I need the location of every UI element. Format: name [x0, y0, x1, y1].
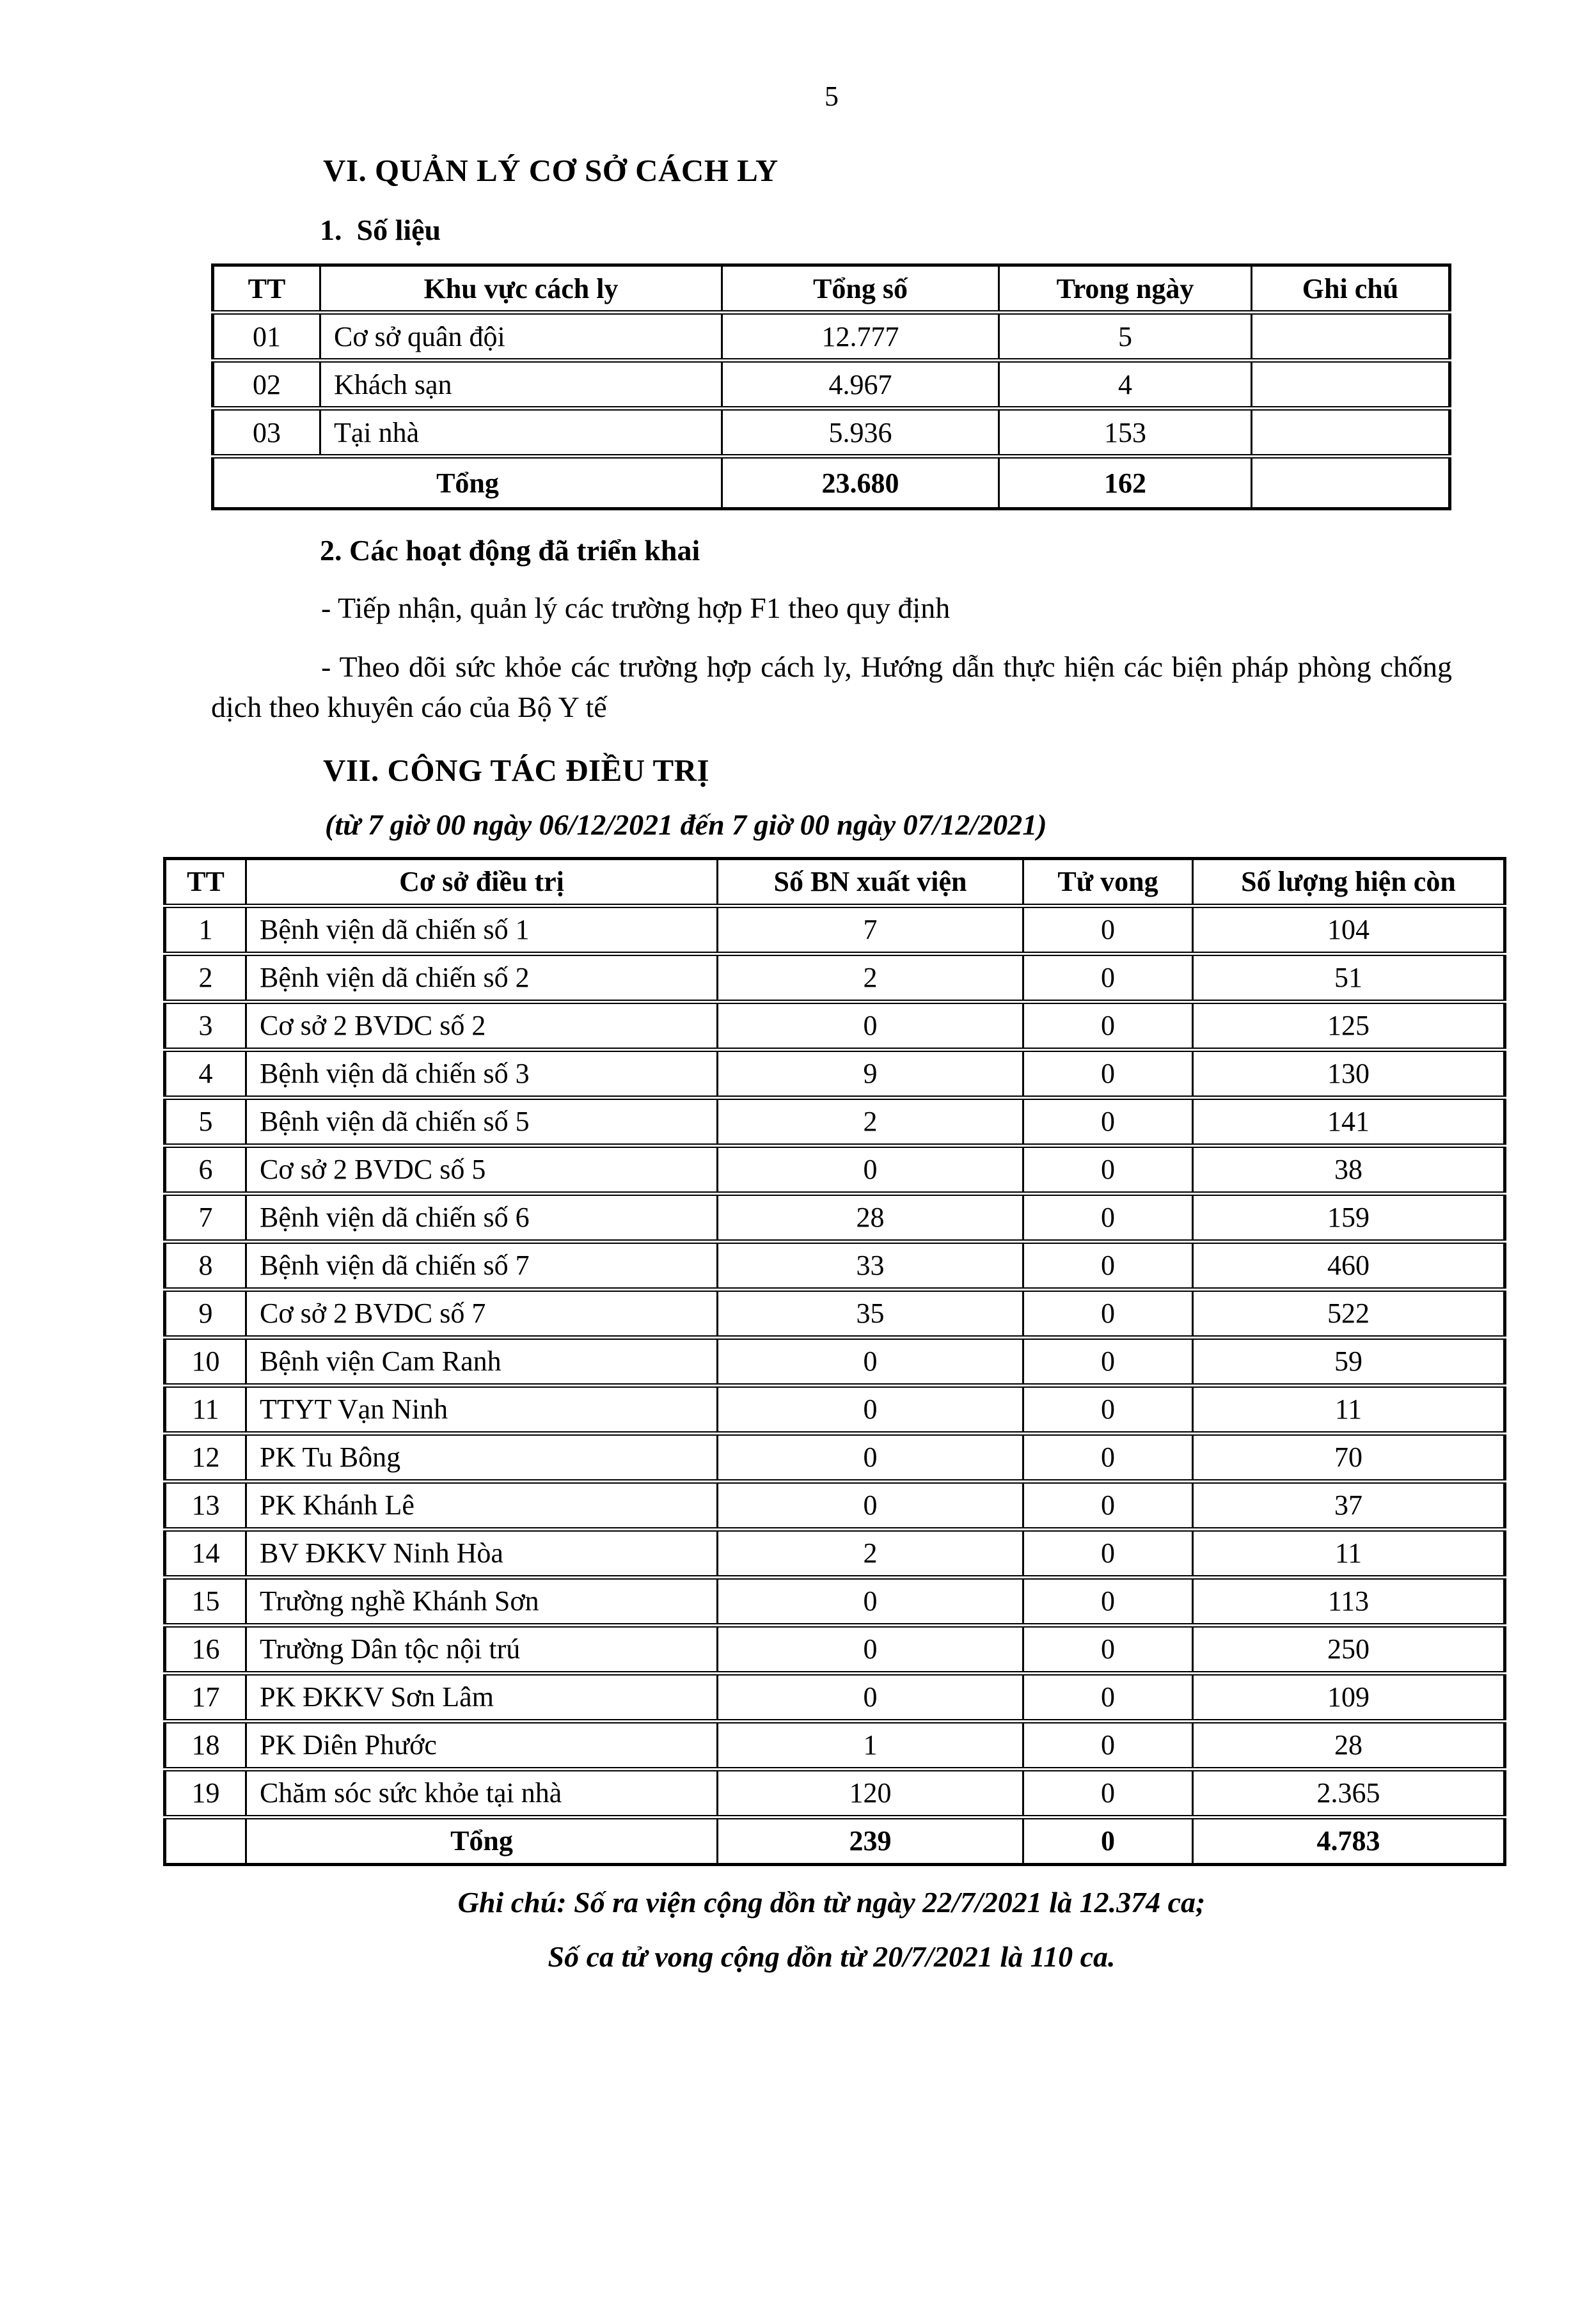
row-value-cell: 1: [718, 1721, 1023, 1769]
note-deaths-cumulative: Số ca tử vong cộng dồn từ 20/7/2021 là 110 ca.: [548, 1940, 1116, 1973]
row-value-cell: 5: [999, 313, 1252, 361]
table-row: [165, 1529, 1505, 1577]
table-row: [165, 1049, 1505, 1097]
table-row: [165, 1769, 1505, 1817]
row-value-cell: 18: [165, 1721, 246, 1769]
table-row: [213, 313, 1450, 361]
treatment-total-row: [165, 1817, 1505, 1864]
table-row: [165, 1385, 1505, 1433]
row-value-cell: 125: [1193, 1001, 1505, 1049]
column-header: Ghi chú: [1252, 265, 1450, 313]
row-name-cell: Cơ sở quân đội: [320, 313, 722, 361]
row-value-cell: 0: [718, 1001, 1023, 1049]
row-value-cell: 153: [999, 409, 1252, 457]
row-value-cell: 159: [1193, 1193, 1505, 1241]
row-name-cell: Khách sạn: [320, 361, 722, 409]
column-header: Cơ sở điều trị: [246, 858, 718, 906]
table-row: [165, 1625, 1505, 1673]
total-tu-vong: 0: [1023, 1817, 1193, 1864]
row-name-cell: Bệnh viện dã chiến số 6: [246, 1193, 718, 1241]
row-value-cell: 2: [718, 1097, 1023, 1145]
row-value-cell: 5.936: [722, 409, 999, 457]
section-vii-subtitle: (từ 7 giờ 00 ngày 06/12/2021 đến 7 giờ 00 ngày 07/12/2021): [325, 808, 1047, 841]
row-value-cell: [1252, 409, 1450, 457]
row-value-cell: 0: [1023, 1337, 1193, 1385]
note-discharged-cumulative: Ghi chú: Số ra viện cộng dồn từ ngày 22/7/2021 là 12.374 ca;: [457, 1885, 1206, 1919]
total-tt-cell: [165, 1817, 246, 1864]
row-name-cell: Trường Dân tộc nội trú: [246, 1625, 718, 1673]
row-value-cell: 51: [1193, 954, 1505, 1001]
column-header: TT: [213, 265, 320, 313]
row-value-cell: 0: [718, 1433, 1023, 1481]
row-value-cell: 0: [1023, 1097, 1193, 1145]
row-value-cell: 0: [718, 1673, 1023, 1721]
row-value-cell: 13: [165, 1481, 246, 1529]
total-tong-so: 23.680: [722, 457, 999, 509]
row-value-cell: 0: [718, 1337, 1023, 1385]
column-header: TT: [165, 858, 246, 906]
row-value-cell: 33: [718, 1241, 1023, 1289]
table-row: [165, 1289, 1505, 1337]
row-value-cell: 2: [165, 954, 246, 1001]
table-row: [165, 1097, 1505, 1145]
row-value-cell: 3: [165, 1001, 246, 1049]
table-row: [165, 1481, 1505, 1529]
column-header: Tử vong: [1023, 858, 1193, 906]
row-value-cell: 9: [718, 1049, 1023, 1097]
row-name-cell: Bệnh viện Cam Ranh: [246, 1337, 718, 1385]
row-value-cell: 16: [165, 1625, 246, 1673]
section-vi-sub2-heading: 2. Các hoạt động đã triển khai: [320, 534, 700, 567]
row-value-cell: 0: [1023, 1289, 1193, 1337]
row-value-cell: [1252, 361, 1450, 409]
activity-bullet-2: - Theo dõi sức khỏe các trường hợp cách ly, Hướng dẫn thực hiện các biện pháp phòng chống dịch theo khuyên cáo của Bộ Y tế: [211, 650, 1452, 724]
row-name-cell: BV ĐKKV Ninh Hòa: [246, 1529, 718, 1577]
row-value-cell: 5: [165, 1097, 246, 1145]
treatment-table: [163, 857, 1506, 1866]
row-value-cell: 2.365: [1193, 1769, 1505, 1817]
row-value-cell: 2: [718, 954, 1023, 1001]
row-value-cell: 0: [1023, 1721, 1193, 1769]
row-name-cell: TTYT Vạn Ninh: [246, 1385, 718, 1433]
row-value-cell: 12: [165, 1433, 246, 1481]
table-header-row: [213, 265, 1450, 313]
section-vi-sub1-heading: 1. Số liệu: [320, 214, 441, 246]
row-value-cell: 0: [1023, 954, 1193, 1001]
row-value-cell: 7: [165, 1193, 246, 1241]
table-row: [165, 954, 1505, 1001]
section-vi-heading: VI. QUẢN LÝ CƠ SỞ CÁCH LY: [323, 153, 778, 188]
quarantine-table-header: [213, 265, 1450, 313]
row-value-cell: 6: [165, 1145, 246, 1193]
table-row: [165, 1673, 1505, 1721]
row-name-cell: Bệnh viện dã chiến số 3: [246, 1049, 718, 1097]
row-value-cell: 19: [165, 1769, 246, 1817]
row-value-cell: 0: [718, 1577, 1023, 1625]
row-value-cell: 9: [165, 1289, 246, 1337]
row-value-cell: 120: [718, 1769, 1023, 1817]
row-name-cell: Cơ sở 2 BVDC số 2: [246, 1001, 718, 1049]
row-value-cell: 0: [1023, 1145, 1193, 1193]
row-name-cell: Bệnh viện dã chiến số 7: [246, 1241, 718, 1289]
row-value-cell: 37: [1193, 1481, 1505, 1529]
row-value-cell: 17: [165, 1673, 246, 1721]
row-value-cell: 15: [165, 1577, 246, 1625]
row-value-cell: 38: [1193, 1145, 1505, 1193]
row-value-cell: 4: [999, 361, 1252, 409]
row-value-cell: 10: [165, 1337, 246, 1385]
row-value-cell: 11: [1193, 1385, 1505, 1433]
row-value-cell: 12.777: [722, 313, 999, 361]
row-value-cell: 0: [1023, 1241, 1193, 1289]
row-value-cell: 0: [1023, 1481, 1193, 1529]
row-name-cell: PK ĐKKV Sơn Lâm: [246, 1673, 718, 1721]
row-name-cell: Cơ sở 2 BVDC số 5: [246, 1145, 718, 1193]
row-value-cell: 11: [1193, 1529, 1505, 1577]
row-value-cell: 03: [213, 409, 320, 457]
row-name-cell: Tại nhà: [320, 409, 722, 457]
row-value-cell: 0: [1023, 906, 1193, 954]
quarantine-table: [211, 263, 1451, 510]
column-header: Trong ngày: [999, 265, 1252, 313]
row-name-cell: PK Tu Bông: [246, 1433, 718, 1481]
quarantine-total-row: [213, 457, 1450, 509]
row-value-cell: 0: [1023, 1529, 1193, 1577]
table-header-row: [165, 858, 1505, 906]
table-row: [165, 1145, 1505, 1193]
row-name-cell: Bệnh viện dã chiến số 5: [246, 1097, 718, 1145]
row-value-cell: 113: [1193, 1577, 1505, 1625]
treatment-table-header: [165, 858, 1505, 906]
row-value-cell: 0: [1023, 1625, 1193, 1673]
column-header: Khu vực cách ly: [320, 265, 722, 313]
row-value-cell: 0: [1023, 1577, 1193, 1625]
row-value-cell: 109: [1193, 1673, 1505, 1721]
row-value-cell: 522: [1193, 1289, 1505, 1337]
row-name-cell: Cơ sở 2 BVDC số 7: [246, 1289, 718, 1337]
row-value-cell: 4.967: [722, 361, 999, 409]
row-value-cell: 35: [718, 1289, 1023, 1337]
total-xuat-vien: 239: [718, 1817, 1023, 1864]
total-label: Tổng: [246, 1817, 718, 1864]
total-ghi-chu: [1252, 457, 1450, 509]
row-value-cell: 11: [165, 1385, 246, 1433]
row-value-cell: 28: [718, 1193, 1023, 1241]
row-value-cell: 0: [1023, 1001, 1193, 1049]
row-name-cell: Bệnh viện dã chiến số 1: [246, 906, 718, 954]
total-hien-con: 4.783: [1193, 1817, 1505, 1864]
total-label: Tổng: [213, 457, 722, 509]
row-value-cell: 0: [1023, 1769, 1193, 1817]
row-value-cell: 2: [718, 1529, 1023, 1577]
table-row: [165, 1433, 1505, 1481]
row-name-cell: PK Diên Phước: [246, 1721, 718, 1769]
row-value-cell: 0: [718, 1481, 1023, 1529]
row-value-cell: 0: [1023, 1049, 1193, 1097]
row-name-cell: Bệnh viện dã chiến số 2: [246, 954, 718, 1001]
table-row: [165, 1337, 1505, 1385]
section-vii-heading: VII. CÔNG TÁC ĐIỀU TRỊ: [323, 752, 710, 788]
row-value-cell: 250: [1193, 1625, 1505, 1673]
row-value-cell: 7: [718, 906, 1023, 954]
row-value-cell: 0: [1023, 1193, 1193, 1241]
row-value-cell: 0: [1023, 1385, 1193, 1433]
row-value-cell: 8: [165, 1241, 246, 1289]
table-row: [165, 1241, 1505, 1289]
row-value-cell: 59: [1193, 1337, 1505, 1385]
column-header: Số lượng hiện còn: [1193, 858, 1505, 906]
table-row: [165, 906, 1505, 954]
row-value-cell: 4: [165, 1049, 246, 1097]
row-value-cell: 0: [718, 1385, 1023, 1433]
activity-bullet-1: - Tiếp nhận, quản lý các trường hợp F1 theo quy định: [321, 592, 951, 624]
table-row: [165, 1193, 1505, 1241]
table-row: [165, 1001, 1505, 1049]
table-row: [165, 1577, 1505, 1625]
row-name-cell: PK Khánh Lê: [246, 1481, 718, 1529]
row-value-cell: 01: [213, 313, 320, 361]
row-value-cell: 28: [1193, 1721, 1505, 1769]
row-value-cell: 0: [718, 1145, 1023, 1193]
row-value-cell: 14: [165, 1529, 246, 1577]
row-value-cell: 104: [1193, 906, 1505, 954]
row-value-cell: 0: [1023, 1433, 1193, 1481]
row-name-cell: Trường nghề Khánh Sơn: [246, 1577, 718, 1625]
total-trong-ngay: 162: [999, 457, 1252, 509]
row-value-cell: 02: [213, 361, 320, 409]
row-value-cell: 0: [1023, 1673, 1193, 1721]
table-row: [213, 409, 1450, 457]
row-value-cell: 460: [1193, 1241, 1505, 1289]
table-row: [213, 361, 1450, 409]
table-row: [165, 1721, 1505, 1769]
row-value-cell: 130: [1193, 1049, 1505, 1097]
row-value-cell: 70: [1193, 1433, 1505, 1481]
column-header: Tổng số: [722, 265, 999, 313]
column-header: Số BN xuất viện: [718, 858, 1023, 906]
row-value-cell: 0: [718, 1625, 1023, 1673]
row-value-cell: 1: [165, 906, 246, 954]
page-number: 5: [825, 81, 839, 112]
row-value-cell: 141: [1193, 1097, 1505, 1145]
row-value-cell: [1252, 313, 1450, 361]
row-name-cell: Chăm sóc sức khỏe tại nhà: [246, 1769, 718, 1817]
